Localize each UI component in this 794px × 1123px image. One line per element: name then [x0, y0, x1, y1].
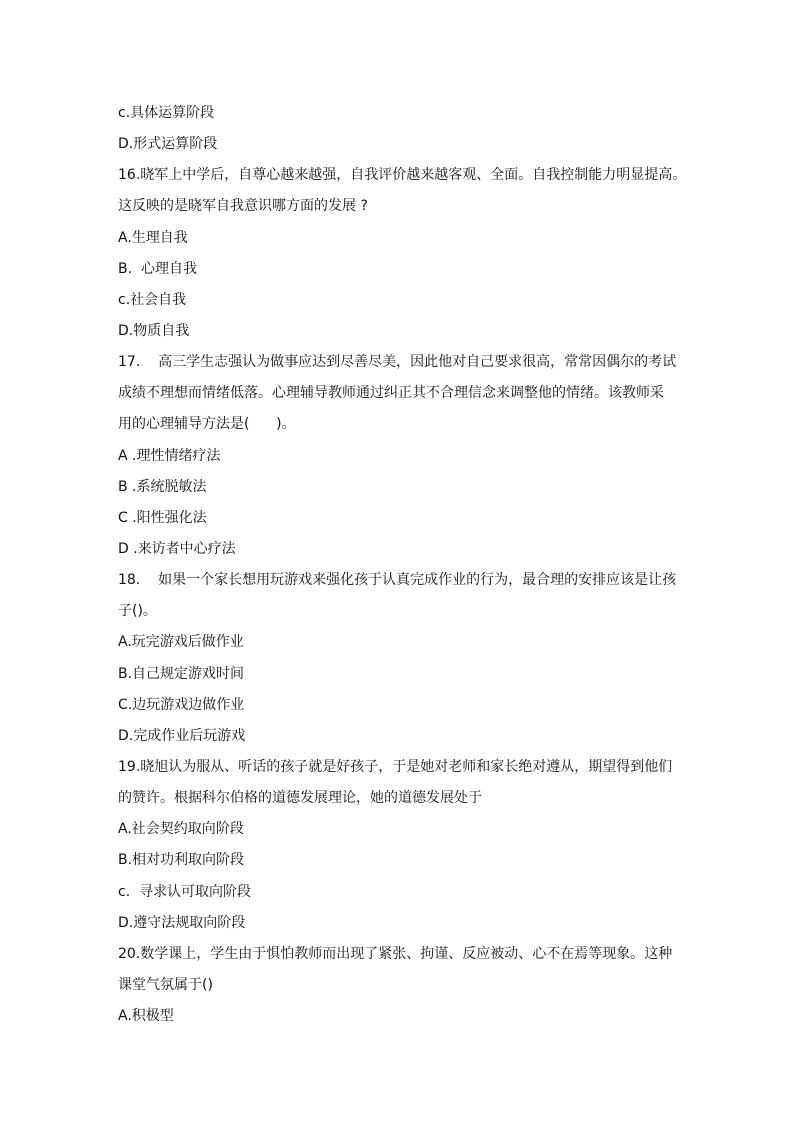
text-line: C.边玩游戏边做作业 — [118, 696, 245, 713]
text-line: 用的心理辅导方法是( )。 — [118, 416, 296, 433]
text-line: 成绩不理想而情绪低落。心理辅导教师通过纠正其不合理信念来调整他的情绪。该教师采 — [118, 385, 664, 402]
text-line: A.积极型 — [118, 1008, 174, 1025]
text-line: 16.晓军上中学后，自尊心越来越强，自我评价越来越客观、全面。自我控制能力明显提高。 — [118, 167, 687, 184]
text-line: B.自己规定游戏时间 — [118, 665, 245, 682]
text-line: D .来访者中心疗法 — [118, 540, 236, 557]
text-line: c.社会自我 — [118, 291, 187, 308]
text-line: C .阳性强化法 — [118, 509, 207, 526]
text-line: A.玩完游戏后做作业 — [118, 634, 244, 651]
text-line: D.物质自我 — [118, 322, 190, 339]
text-line: 子()。 — [118, 603, 157, 620]
text-line: 20.数学课上，学生由于惧怕教师而出现了紧张、拘谨、反应被动、心不在焉等现象。这种 — [118, 945, 673, 962]
text-line: D.形式运算阶段 — [118, 136, 218, 153]
text-line: B.相对功利取向阶段 — [118, 852, 245, 869]
text-line: 19.晓旭认为服从、听话的孩子就是好孩子，于是她对老师和家长绝对遵从，期望得到他们 — [118, 758, 673, 775]
text-line: c.具体运算阶段 — [118, 105, 215, 121]
text-line: D.遵守法规取向阶段 — [118, 914, 246, 931]
text-line: A.生理自我 — [118, 229, 188, 246]
text-line: B .系统脱敏法 — [118, 478, 207, 495]
text-line: 课堂气氛属于() — [118, 976, 213, 993]
text-line: A .理性情绪疗法 — [118, 447, 221, 464]
text-line: 这反映的是晓军自我意识哪方面的发展 ? — [118, 198, 368, 215]
text-line: D.完成作业后玩游戏 — [118, 727, 246, 744]
text-line: 17. 高三学生志强认为做事应达到尽善尽美，因此他对自己要求很高，常常因偶尔的考试 — [118, 354, 677, 371]
text-line: c. 寻求认可取向阶段 — [118, 883, 252, 900]
text-line: 的赞许。根据科尔伯格的道德发展理论，她的道德发展处于 — [118, 790, 482, 807]
text-line: A.社会契约取向阶段 — [118, 821, 244, 838]
text-line: 18. 如果一个家长想用玩游戏来强化孩于认真完成作业的行为，最合理的安排应该是让孩 — [118, 572, 677, 589]
text-line: B. 心理自我 — [118, 260, 197, 277]
document-page — [118, 98, 698, 1032]
